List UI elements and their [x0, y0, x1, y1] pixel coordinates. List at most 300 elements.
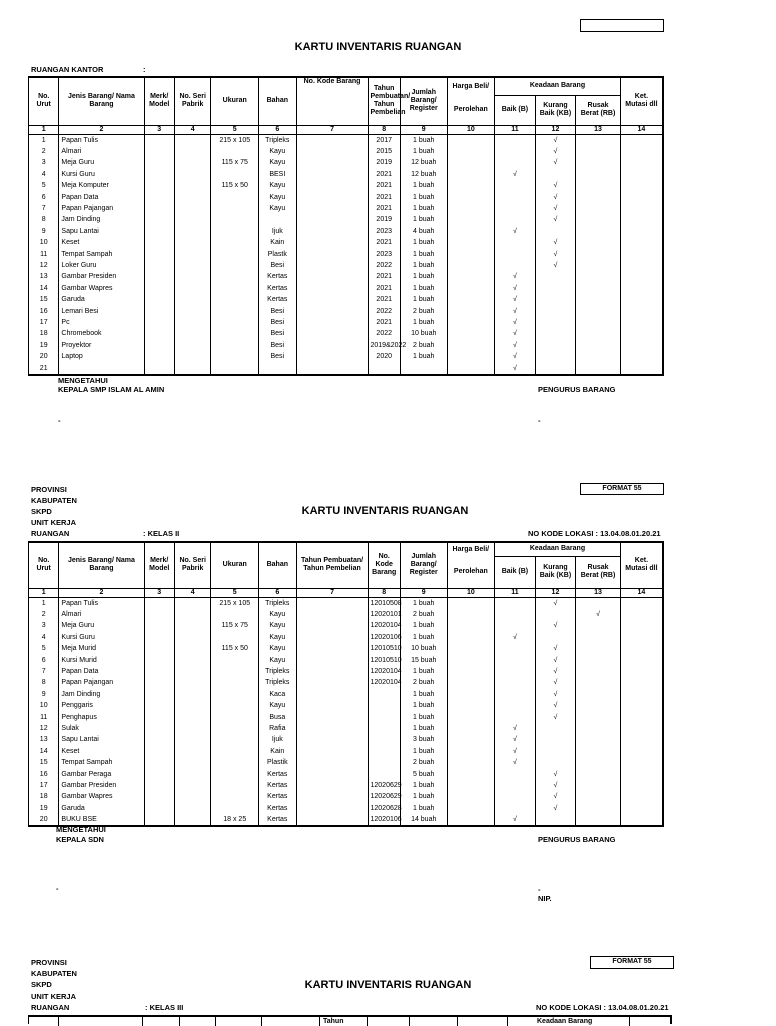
nip-2: NIP.	[538, 894, 552, 903]
item-name-cell: Papan Data	[59, 191, 144, 202]
tahun-cell	[296, 677, 368, 688]
jumlah-cell: 1 buah	[400, 351, 447, 362]
provinsi-2: PROVINSI	[31, 485, 67, 494]
rusak-berat-cell	[576, 643, 621, 654]
kurang-baik-cell: √	[535, 643, 576, 654]
rusak-berat-cell	[576, 746, 621, 757]
merk-cell	[144, 654, 174, 665]
kode-lokasi-2: NO KODE LOKASI : 13.04.08.01.20.21	[528, 529, 661, 538]
ket-cell	[620, 791, 663, 802]
ukuran-cell	[211, 351, 259, 362]
ukuran-cell: 215 x 105	[211, 597, 259, 609]
jumlah-cell: 12 buah	[400, 169, 447, 180]
column-number: 2	[59, 588, 144, 597]
bahan-cell: Kain	[259, 237, 297, 248]
jumlah-cell: 1 buah	[400, 711, 447, 722]
ket-cell	[620, 757, 663, 768]
row-no-cell: 8	[29, 677, 59, 688]
item-name-cell: Papan Data	[59, 666, 144, 677]
harga-cell	[447, 180, 495, 191]
merk-cell	[144, 632, 174, 643]
table-row	[29, 814, 664, 826]
kurang-baik-cell	[535, 317, 576, 328]
col-bahan: Bahan	[259, 542, 297, 588]
kurang-baik-cell	[535, 609, 576, 620]
baik-cell: √	[495, 271, 536, 282]
jumlah-cell: 12 buah	[400, 157, 447, 168]
merk-cell	[144, 328, 174, 339]
bahan-cell: Kertas	[259, 780, 297, 791]
tahun-cell	[296, 803, 368, 814]
seri-cell	[174, 328, 210, 339]
seri-cell	[174, 814, 210, 826]
harga-cell	[447, 260, 495, 271]
table-row	[29, 597, 664, 609]
merk-cell	[144, 757, 174, 768]
column-number: 8	[368, 125, 400, 134]
merk-cell	[144, 351, 174, 362]
rusak-berat-cell	[576, 146, 621, 157]
row-no-cell: 18	[29, 791, 59, 802]
ukuran-cell	[211, 666, 259, 677]
table-row	[29, 677, 664, 688]
item-name-cell: Meja Guru	[59, 157, 144, 168]
table-row	[29, 180, 664, 191]
row-no-cell: 14	[29, 746, 59, 757]
baik-cell	[495, 214, 536, 225]
tahun-cell: 2022	[368, 260, 400, 271]
ukuran-cell	[211, 328, 259, 339]
kurang-baik-cell: √	[535, 803, 576, 814]
row-no-cell: 17	[29, 317, 59, 328]
ket-cell	[620, 734, 663, 745]
rusak-berat-cell	[576, 654, 621, 665]
col-ket: Ket. Mutasi dll	[620, 77, 663, 125]
row-no-cell: 10	[29, 237, 59, 248]
ket-cell	[620, 362, 663, 374]
table-row	[29, 757, 664, 768]
column-number: 7	[296, 588, 368, 597]
column-number: 7	[296, 125, 368, 134]
bahan-cell: BESI	[259, 169, 297, 180]
provinsi-3: PROVINSI	[31, 958, 67, 967]
jumlah-cell: 2 buah	[400, 609, 447, 620]
kabupaten-2: KABUPATEN	[31, 496, 77, 505]
ket-cell	[620, 157, 663, 168]
table-row	[29, 654, 664, 665]
inventory-table-kantor	[28, 76, 664, 376]
item-name-cell: Papan Tulis	[59, 597, 144, 609]
ukuran-cell	[211, 711, 259, 722]
row-no-cell: 2	[29, 609, 59, 620]
tahun-cell: 2020	[368, 351, 400, 362]
table-row	[29, 711, 664, 722]
table-row	[29, 248, 664, 259]
baik-cell	[495, 780, 536, 791]
jumlah-cell: 5 buah	[400, 768, 447, 779]
kurang-baik-cell: √	[535, 203, 576, 214]
column-number: 13	[576, 588, 621, 597]
kode-cell	[296, 146, 368, 157]
table-row	[29, 746, 664, 757]
baik-cell: √	[495, 340, 536, 351]
ukuran-cell	[211, 305, 259, 316]
table-row	[29, 328, 664, 339]
tahun-cell	[296, 711, 368, 722]
seri-cell	[174, 248, 210, 259]
row-no-cell: 4	[29, 632, 59, 643]
ukuran-cell	[211, 689, 259, 700]
baik-cell: √	[495, 723, 536, 734]
merk-cell	[144, 746, 174, 757]
tahun-cell: 2021	[368, 317, 400, 328]
merk-cell	[144, 134, 174, 146]
baik-cell: √	[495, 814, 536, 826]
harga-cell	[447, 214, 495, 225]
bahan-cell: Kayu	[259, 146, 297, 157]
bahan-cell: Kertas	[259, 791, 297, 802]
bahan-cell: Besi	[259, 351, 297, 362]
kode-cell	[368, 746, 400, 757]
jumlah-cell: 2 buah	[400, 677, 447, 688]
harga-cell	[447, 351, 495, 362]
kurang-baik-cell	[535, 226, 576, 237]
tahun-cell: 2023	[368, 226, 400, 237]
ket-cell	[620, 689, 663, 700]
kode-cell: 12020104	[368, 677, 400, 688]
seri-cell	[174, 803, 210, 814]
ukuran-cell	[211, 317, 259, 328]
row-no-cell: 9	[29, 689, 59, 700]
harga-cell	[447, 317, 495, 328]
table-row	[29, 134, 664, 146]
column-number: 10	[447, 125, 495, 134]
item-name-cell: Gambar Presiden	[59, 780, 144, 791]
kurang-baik-cell: √	[535, 780, 576, 791]
merk-cell	[144, 609, 174, 620]
harga-cell	[447, 146, 495, 157]
ukuran-cell	[211, 226, 259, 237]
harga-cell	[447, 328, 495, 339]
item-name-cell: Tempat Sampah	[59, 248, 144, 259]
rusak-berat-cell	[576, 632, 621, 643]
rusak-berat-cell	[576, 597, 621, 609]
kurang-baik-cell	[535, 294, 576, 305]
jumlah-cell: 1 buah	[400, 271, 447, 282]
jumlah-cell: 1 buah	[400, 597, 447, 609]
row-no-cell: 3	[29, 620, 59, 631]
kode-cell	[296, 340, 368, 351]
jumlah-cell: 1 buah	[400, 191, 447, 202]
harga-cell	[447, 237, 495, 248]
kode-cell	[368, 768, 400, 779]
row-no-cell: 13	[29, 271, 59, 282]
item-name-cell: Meja Murid	[59, 643, 144, 654]
table-row	[29, 689, 664, 700]
harga-cell	[447, 157, 495, 168]
ruangan-2: RUANGAN	[31, 529, 70, 538]
kode-cell	[368, 689, 400, 700]
column-number: 8	[368, 588, 400, 597]
skpd-3: SKPD	[31, 980, 52, 989]
seri-cell	[174, 351, 210, 362]
jumlah-cell: 2 buah	[400, 757, 447, 768]
kode-cell	[296, 191, 368, 202]
bahan-cell: Plastk	[259, 248, 297, 259]
merk-cell	[144, 294, 174, 305]
ket-cell	[620, 260, 663, 271]
item-name-cell: Almari	[59, 609, 144, 620]
jumlah-cell: 1 buah	[400, 803, 447, 814]
jumlah-cell: 2 buah	[400, 340, 447, 351]
baik-cell	[495, 711, 536, 722]
jumlah-cell: 1 buah	[400, 203, 447, 214]
item-name-cell: Proyektor	[59, 340, 144, 351]
ukuran-cell	[211, 791, 259, 802]
row-no-cell: 4	[29, 169, 59, 180]
tahun-cell: 2019	[368, 157, 400, 168]
seri-cell	[174, 146, 210, 157]
bahan-cell: Kertas	[259, 283, 297, 294]
jumlah-cell: 1 buah	[400, 689, 447, 700]
table-row	[29, 351, 664, 362]
rusak-berat-cell	[576, 723, 621, 734]
rusak-berat-cell	[576, 157, 621, 168]
ket-cell	[620, 654, 663, 665]
col-baik: Baik (B)	[495, 95, 536, 125]
rusak-berat-cell	[576, 203, 621, 214]
ket-cell	[620, 803, 663, 814]
kode-cell	[296, 157, 368, 168]
kurang-baik-cell: √	[535, 237, 576, 248]
tahun-cell: 2019&2022	[368, 340, 400, 351]
bahan-cell: Kaca	[259, 689, 297, 700]
item-name-cell: Papan Tulis	[59, 134, 144, 146]
rusak-berat-cell	[576, 620, 621, 631]
harga-cell	[447, 723, 495, 734]
kode-cell: 12010510	[368, 643, 400, 654]
item-name-cell: Gambar Peraga	[59, 768, 144, 779]
kode-cell	[296, 180, 368, 191]
harga-cell	[447, 203, 495, 214]
kurang-baik-cell	[535, 351, 576, 362]
tahun-cell	[296, 746, 368, 757]
table-row	[29, 632, 664, 643]
tahun-cell: 2015	[368, 146, 400, 157]
inventory-table-kelas-ii	[28, 541, 664, 827]
sign-dash-right-1: -	[538, 416, 541, 425]
jumlah-cell: 1 buah	[400, 746, 447, 757]
merk-cell	[144, 237, 174, 248]
sign-dash-left-1: -	[58, 416, 61, 425]
table-row	[29, 305, 664, 316]
table-row	[29, 203, 664, 214]
tahun-cell: 2017	[368, 134, 400, 146]
rusak-berat-cell	[576, 294, 621, 305]
rusak-berat-cell	[576, 134, 621, 146]
table-row	[29, 734, 664, 745]
baik-cell	[495, 768, 536, 779]
table-row	[29, 283, 664, 294]
kurang-baik-cell	[535, 328, 576, 339]
column-number: 9	[400, 588, 447, 597]
kode-cell	[296, 134, 368, 146]
item-name-cell: Garuda	[59, 803, 144, 814]
ket-cell	[620, 620, 663, 631]
ukuran-cell	[211, 283, 259, 294]
ukuran-cell	[211, 609, 259, 620]
row-no-cell: 7	[29, 666, 59, 677]
seri-cell	[174, 134, 210, 146]
seri-cell	[174, 317, 210, 328]
ukuran-cell	[211, 757, 259, 768]
ukuran-cell	[211, 700, 259, 711]
col-no-urut: No. Urut	[29, 542, 59, 588]
kode-cell	[296, 169, 368, 180]
harga-cell	[447, 734, 495, 745]
tahun-cell	[296, 632, 368, 643]
bahan-cell: Tripleks	[259, 134, 297, 146]
card3-title: KARTU INVENTARIS RUANGAN	[304, 979, 472, 991]
baik-cell	[495, 803, 536, 814]
ukuran-cell	[211, 780, 259, 791]
col-baik: Baik (B)	[495, 556, 536, 588]
ukuran-cell	[211, 169, 259, 180]
tahun-partial-3: Tahun	[323, 1018, 344, 1025]
jumlah-cell: 1 buah	[400, 134, 447, 146]
rusak-berat-cell	[576, 237, 621, 248]
rusak-berat-cell	[576, 260, 621, 271]
col-kode: No. Kode Barang	[296, 77, 368, 125]
ukuran-cell	[211, 723, 259, 734]
ukuran-cell	[211, 237, 259, 248]
table-row	[29, 780, 664, 791]
merk-cell	[144, 340, 174, 351]
kurang-baik-cell: √	[535, 768, 576, 779]
col-tahun: Tahun Pembuatan/ Tahun Pembelian	[296, 542, 368, 588]
kurang-baik-cell: √	[535, 134, 576, 146]
rusak-berat-cell	[576, 248, 621, 259]
bahan-cell: Kertas	[259, 814, 297, 826]
column-number: 5	[211, 588, 259, 597]
rusak-berat-cell: √	[576, 609, 621, 620]
column-number: 3	[144, 588, 174, 597]
kode-cell	[296, 362, 368, 374]
bahan-cell: Kain	[259, 746, 297, 757]
baik-cell	[495, 689, 536, 700]
merk-cell	[144, 157, 174, 168]
col-perolehan: Perolehan	[447, 95, 495, 125]
ket-cell	[620, 169, 663, 180]
kode-cell	[296, 305, 368, 316]
kode-cell	[368, 700, 400, 711]
jumlah-cell: 1 buah	[400, 214, 447, 225]
ket-cell	[620, 632, 663, 643]
tahun-cell	[368, 362, 400, 374]
seri-cell	[174, 271, 210, 282]
column-number: 3	[144, 125, 174, 134]
table-row	[29, 237, 664, 248]
merk-cell	[144, 317, 174, 328]
merk-cell	[144, 362, 174, 374]
ket-cell	[620, 711, 663, 722]
item-name-cell: BUKU BSE	[59, 814, 144, 826]
column-number: 13	[576, 125, 621, 134]
merk-cell	[144, 180, 174, 191]
column-number: 14	[620, 588, 663, 597]
ket-cell	[620, 180, 663, 191]
ket-cell	[620, 666, 663, 677]
rusak-berat-cell	[576, 340, 621, 351]
harga-cell	[447, 643, 495, 654]
item-name-cell: Sapu Lantai	[59, 226, 144, 237]
ukuran-cell	[211, 271, 259, 282]
jumlah-cell: 1 buah	[400, 237, 447, 248]
kode-cell: 12020101	[368, 609, 400, 620]
seri-cell	[174, 654, 210, 665]
row-no-cell: 16	[29, 305, 59, 316]
tahun-cell: 2019	[368, 214, 400, 225]
tahun-cell	[296, 814, 368, 826]
baik-cell: √	[495, 305, 536, 316]
row-no-cell: 15	[29, 294, 59, 305]
room-label: RUANGAN KANTOR	[31, 65, 104, 74]
kurang-baik-cell	[535, 814, 576, 826]
baik-cell	[495, 654, 536, 665]
baik-cell: √	[495, 351, 536, 362]
row-no-cell: 14	[29, 283, 59, 294]
merk-cell	[144, 203, 174, 214]
sign-dash-right-2: -	[538, 885, 541, 894]
bahan-cell: Kertas	[259, 271, 297, 282]
tahun-cell	[296, 689, 368, 700]
format-box	[580, 19, 664, 32]
seri-cell	[174, 711, 210, 722]
merk-cell	[144, 271, 174, 282]
kode-cell	[296, 328, 368, 339]
row-no-cell: 12	[29, 723, 59, 734]
rusak-berat-cell	[576, 226, 621, 237]
harga-cell	[447, 283, 495, 294]
ukuran-cell	[211, 746, 259, 757]
row-no-cell: 21	[29, 362, 59, 374]
ket-cell	[620, 191, 663, 202]
item-name-cell: Meja Guru	[59, 620, 144, 631]
merk-cell	[144, 248, 174, 259]
baik-cell: √	[495, 294, 536, 305]
harga-cell	[447, 134, 495, 146]
baik-cell: √	[495, 226, 536, 237]
item-name-cell: Sapu Lantai	[59, 734, 144, 745]
tahun-cell	[296, 654, 368, 665]
column-number: 1	[29, 125, 59, 134]
kurang-baik-cell: √	[535, 214, 576, 225]
rusak-berat-cell	[576, 271, 621, 282]
table-row	[29, 609, 664, 620]
ukuran-cell: 18 x 25	[211, 814, 259, 826]
col-kurang: Kurang Baik (KB)	[535, 556, 576, 588]
jumlah-cell: 10 buah	[400, 328, 447, 339]
jumlah-cell: 1 buah	[400, 146, 447, 157]
seri-cell	[174, 203, 210, 214]
kode-cell	[296, 351, 368, 362]
col-rusak: Rusak Berat (RB)	[576, 556, 621, 588]
kurang-baik-cell	[535, 340, 576, 351]
bahan-cell	[259, 214, 297, 225]
kurang-baik-cell	[535, 757, 576, 768]
ukuran-cell	[211, 340, 259, 351]
col-merk: Merk/ Model	[144, 542, 174, 588]
